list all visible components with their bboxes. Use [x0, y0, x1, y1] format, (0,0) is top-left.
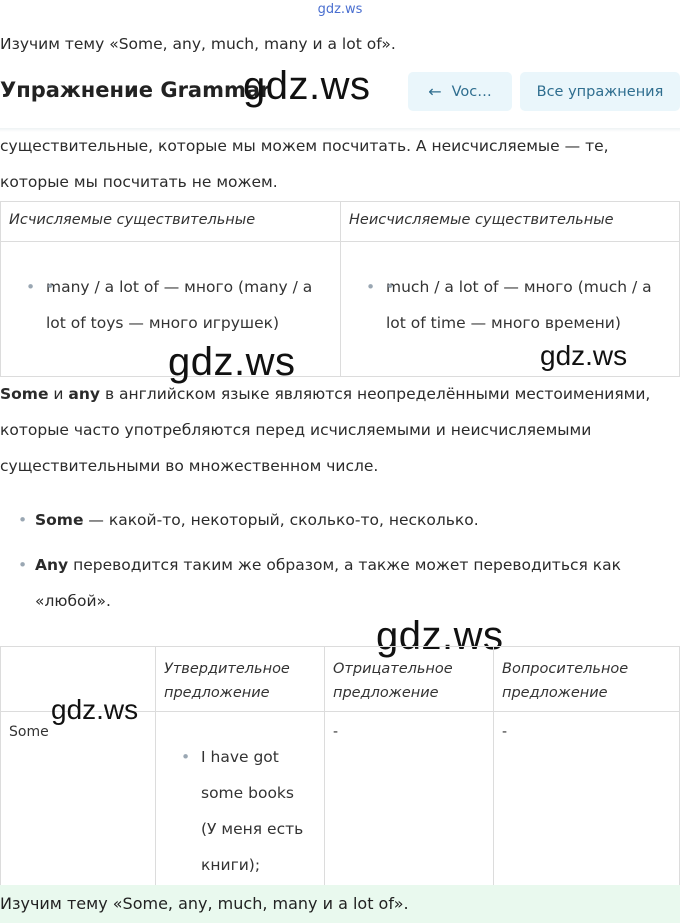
term-some: Some: [35, 511, 84, 529]
list-item-text: — какой-то, некоторый, сколько-то, несколько.: [83, 511, 479, 529]
watermark: gdz.ws: [243, 64, 371, 108]
bullet-icon: •: [18, 556, 28, 574]
watermark: gdz.ws: [376, 614, 504, 658]
list-item-line: I have got: [201, 748, 279, 766]
list-item-text: переводится таким же образом, а также может переводиться как: [68, 556, 621, 574]
watermark-top: gdz.ws: [317, 2, 363, 17]
list-item: [366, 269, 678, 341]
list-item-line: much / a lot of — много (much / a: [386, 278, 652, 296]
table-header-uncountable: Неисчисляемые существительные: [341, 202, 680, 242]
paragraph-text: в английском языке являются неопределёнными местоимениями,: [100, 385, 651, 403]
back-button-label: Voc…: [451, 83, 492, 100]
bullet-icon: • •: [26, 278, 36, 296]
table-cell-affirmative: [156, 712, 325, 907]
watermark: gdz.ws: [168, 340, 296, 384]
intro-text: Изучим тему «Some, any, much, many и a lot of».: [0, 35, 396, 53]
bullet-icon: • •: [366, 278, 376, 296]
list-item-line: lot of toys — много игрушек): [46, 314, 280, 332]
bullet-icon: •: [181, 748, 191, 766]
all-exercises-label: Все упражнения: [536, 83, 664, 100]
term-any: any: [68, 385, 101, 403]
table-header-affirmative: Утвердительное предложение: [156, 647, 325, 712]
table-cell-uncountable: [341, 242, 680, 377]
some-any-table: [0, 646, 680, 907]
table-header-question: Вопросительное предложение: [494, 647, 680, 712]
list-item: [26, 269, 339, 341]
paragraph-line: существительными во множественном числе.: [0, 457, 379, 475]
term-any: Any: [35, 556, 69, 574]
paragraph-line: [0, 376, 650, 412]
list-item-line: «любой».: [35, 592, 111, 610]
paragraph-line: существительные, которые мы можем посчитать. А неисчисляемые — те,: [0, 137, 609, 155]
table-header-countable: Исчисляемые существительные: [1, 202, 341, 242]
list-item-line: some books: [201, 784, 294, 802]
footer-text: Изучим тему «Some, any, much, many и a lot of».: [0, 894, 409, 913]
paragraph-line: которые мы посчитать не можем.: [0, 173, 278, 191]
list-item-line: (У меня есть: [201, 820, 304, 838]
table-header-negative: Отрицательное предложение: [325, 647, 494, 712]
paragraph-line: которые часто употребляются перед исчисляемыми и неисчисляемыми: [0, 421, 592, 439]
watermark: gdz.ws: [51, 694, 139, 725]
list-item-line: lot of time — много времени): [386, 314, 621, 332]
text-and: и: [48, 385, 69, 403]
table-cell-question: -: [494, 712, 680, 907]
table-row-label: Some: [1, 712, 156, 907]
list-item-line: книги);: [201, 856, 261, 874]
arrow-left-icon: ←: [428, 82, 442, 101]
watermark: gdz.ws: [540, 340, 628, 371]
all-exercises-button[interactable]: [520, 72, 680, 111]
list-item-line: many / a lot of — много (many / a: [46, 278, 313, 296]
footer-banner: [0, 885, 680, 923]
table-cell-negative: -: [325, 712, 494, 907]
term-some: Some: [0, 385, 49, 403]
page-title: Упражнение Grammar: [0, 78, 271, 102]
bullet-icon: •: [18, 511, 28, 529]
back-button[interactable]: [408, 72, 512, 111]
